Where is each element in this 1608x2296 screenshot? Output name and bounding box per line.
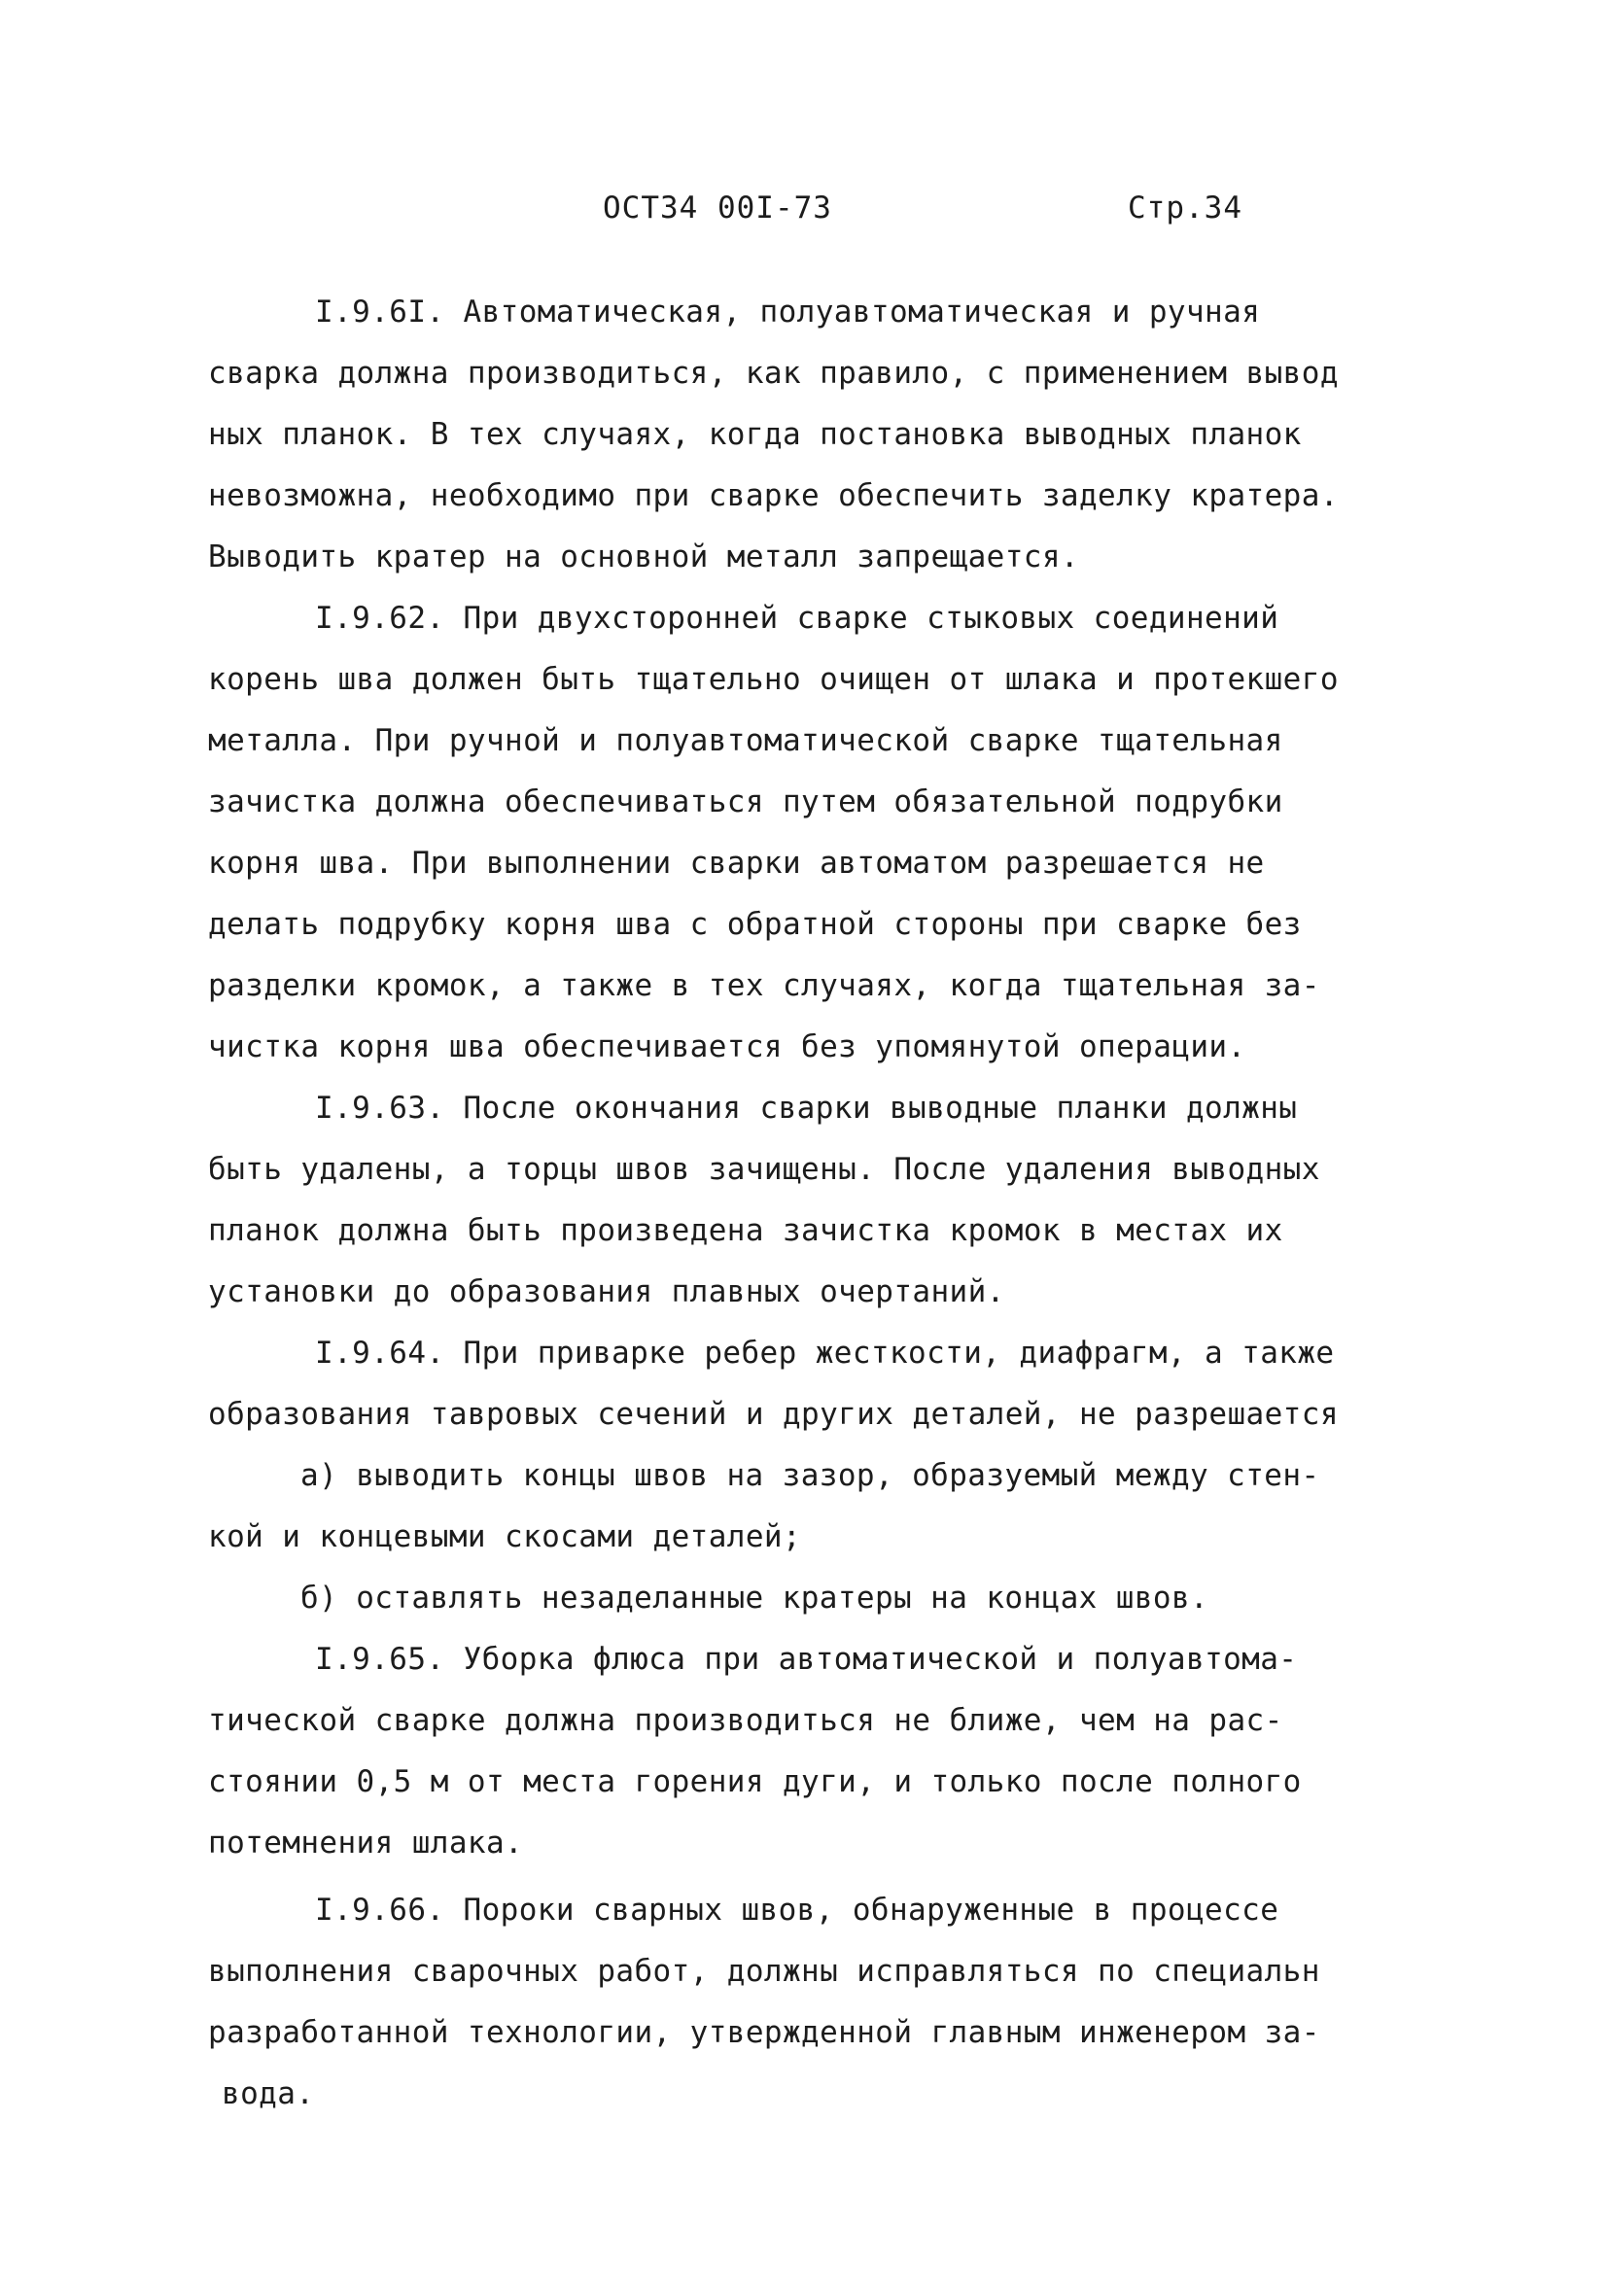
text-line: корень шва должен быть тщательно очищен от шлака и протекшего xyxy=(208,662,1339,697)
text-line: Выводить кратер на основной металл запрещается. xyxy=(208,539,1079,574)
text-line: I.9.6I. Автоматическая, полуавтоматическая и ручная xyxy=(315,295,1261,330)
page-number: Стр.34 xyxy=(1128,191,1242,226)
text-line: выполнения сварочных работ, должны исправляться по специальн xyxy=(208,1954,1320,1989)
text-line: потемнения шлака. xyxy=(208,1826,524,1861)
document-code: ОСТ34 00I-73 xyxy=(603,191,832,226)
text-line: кой и концевыми скосами деталей; xyxy=(208,1519,802,1554)
text-line: установки до образования плавных очертаний. xyxy=(208,1274,1005,1309)
text-line: разделки кромок, а также в тех случаях, когда тщательная за- xyxy=(208,968,1320,1003)
text-line: вода. xyxy=(222,2076,315,2111)
text-line: ных планок. В тех случаях, когда постановка выводных планок xyxy=(208,417,1302,452)
text-line: тической сварке должна производиться не ближе, чем на рас- xyxy=(208,1703,1283,1738)
text-line: I.9.63. После окончания сварки выводные планки должны xyxy=(315,1091,1298,1126)
text-line: невозможна, необходимо при сварке обеспечить заделку кратера. xyxy=(208,478,1339,513)
text-line: корня шва. При выполнении сварки автоматом разрешается не xyxy=(208,846,1265,881)
list-item: б) оставлять незаделанные кратеры на концах швов. xyxy=(300,1581,1209,1616)
document-body xyxy=(208,282,1384,2125)
text-line: делать подрубку корня шва с обратной стороны при сварке без xyxy=(208,907,1302,942)
text-line: I.9.62. При двухсторонней сварке стыковых соединений xyxy=(315,601,1279,636)
page-header xyxy=(0,191,1608,237)
text-line: I.9.65. Уборка флюса при автоматической и полуавтома- xyxy=(315,1642,1298,1677)
text-line: стоянии 0,5 м от места горения дуги, и только после полного xyxy=(208,1764,1302,1799)
text-line: планок должна быть произведена зачистка кромок в местах их xyxy=(208,1213,1283,1248)
text-line: образования тавровых сечений и других деталей, не разрешается xyxy=(208,1397,1339,1432)
text-line: I.9.66. Пороки сварных швов, обнаруженные в процессе xyxy=(315,1893,1279,1928)
list-item: а) выводить концы швов на зазор, образуемый между стен- xyxy=(300,1458,1320,1493)
text-line: быть удалены, а торцы швов зачищены. После удаления выводных xyxy=(208,1152,1320,1187)
text-line: сварка должна производиться, как правило, с применением вывод xyxy=(208,356,1339,391)
text-line: металла. При ручной и полуавтоматической сварке тщательная xyxy=(208,723,1283,758)
text-line: зачистка должна обеспечиваться путем обязательной подрубки xyxy=(208,784,1283,819)
text-line: I.9.64. При приварке ребер жесткости, диафрагм, а также xyxy=(315,1336,1335,1371)
text-line: чистка корня шва обеспечивается без упомянутой операции. xyxy=(208,1029,1246,1064)
text-line: разработанной технологии, утвержденной главным инженером за- xyxy=(208,2015,1320,2050)
